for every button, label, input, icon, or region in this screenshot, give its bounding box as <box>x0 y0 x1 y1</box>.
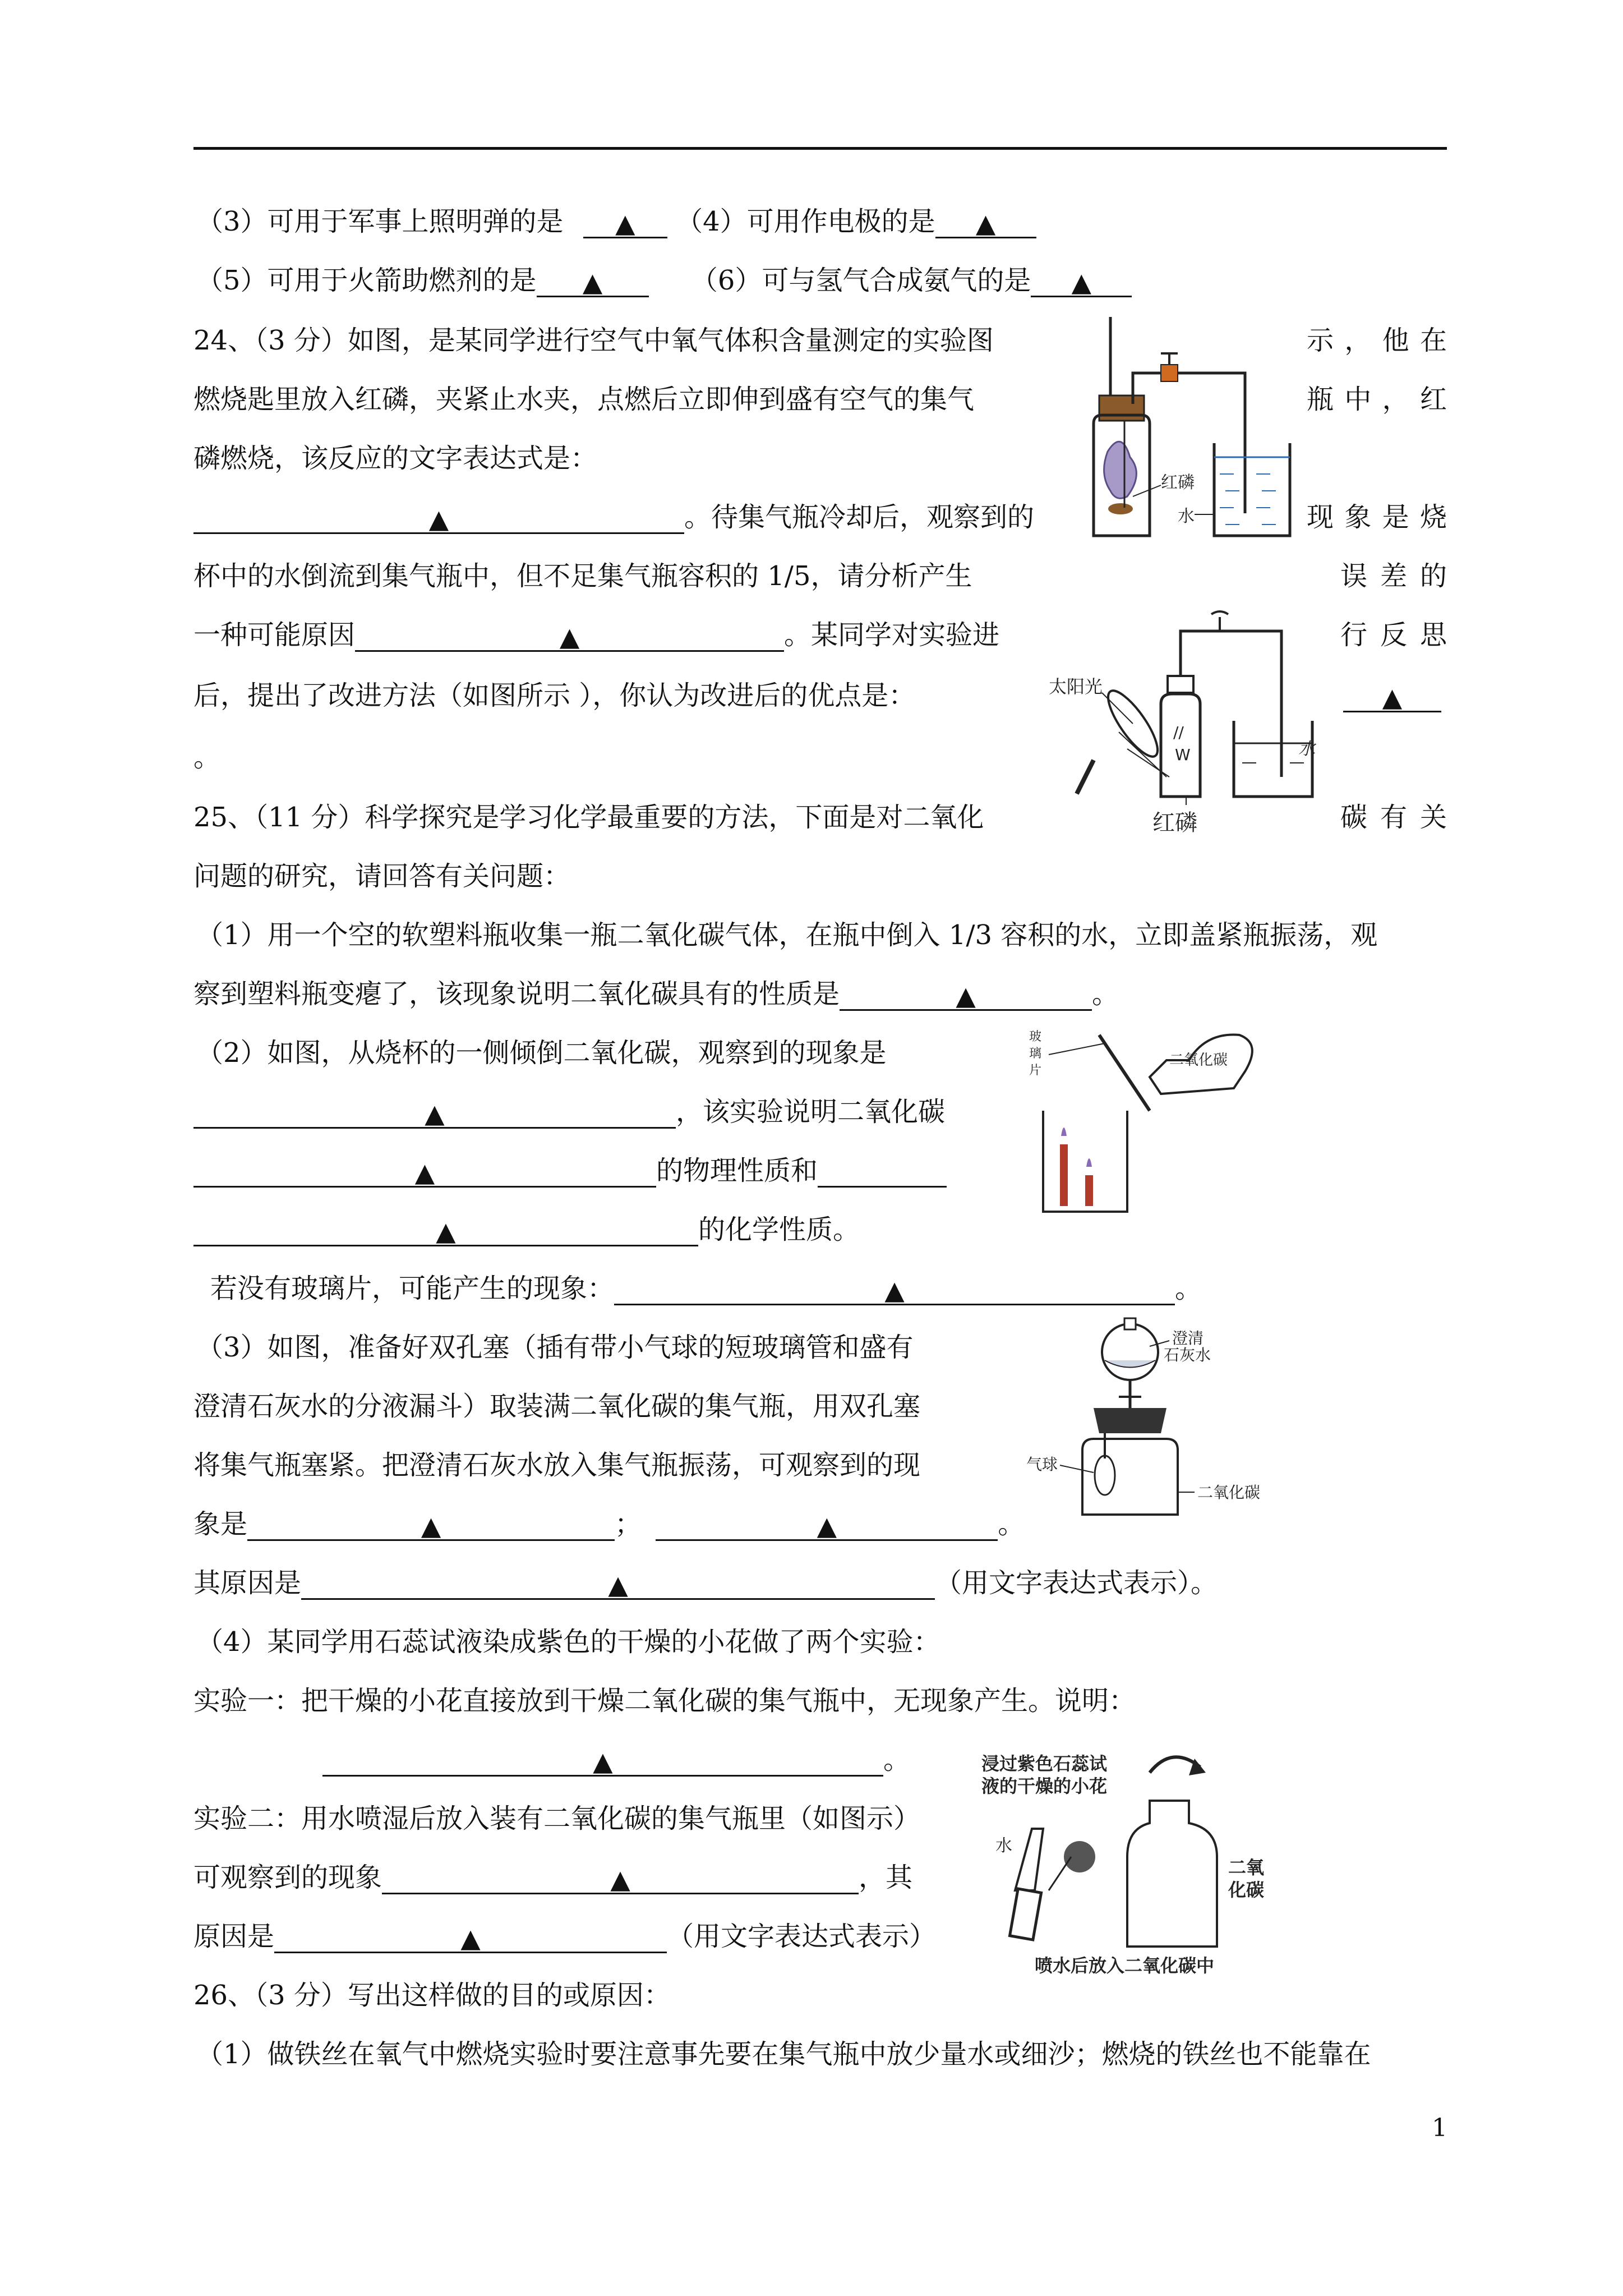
q24-line-1-right: 示，他在 <box>1307 325 1447 356</box>
label-water: 水 <box>1178 507 1195 526</box>
answer-blank[interactable]: ▲ <box>355 620 784 652</box>
q24-line-5: 杯中的水倒流到集气瓶中，但不足集气瓶容积的 1/5，请分析产生 <box>193 560 972 592</box>
q25-p2-text: ，该实验说明二氧化碳 <box>676 1096 946 1128</box>
answer-blank[interactable]: ▲ <box>656 1509 998 1541</box>
q23-line-2 <box>196 264 1132 297</box>
label-co2-3: 二氧 <box>1228 1857 1265 1878</box>
q25-p3-text: 象是 <box>193 1508 248 1540</box>
caption-top-2: 液的干燥的小花 <box>981 1775 1108 1797</box>
period: 。 <box>998 1508 1025 1540</box>
svg-text:W: W <box>1175 746 1191 764</box>
q25-p4-text: 可观察到的现象 <box>193 1862 382 1893</box>
q23-item-6: （6）可与氢气合成氨气的是 <box>690 265 1031 296</box>
answer-blank[interactable] <box>818 1156 947 1188</box>
q25-p2-line-2 <box>193 1095 945 1129</box>
answer-blank[interactable]: ▲ <box>301 1568 935 1600</box>
q24-line-2-right: 瓶中，红 <box>1307 384 1447 415</box>
caption-bottom: 喷水后放入二氧化碳中 <box>1035 1955 1215 1976</box>
label-water-3: 水 <box>995 1836 1012 1856</box>
period: 。 <box>883 1744 911 1775</box>
q25-p3-line-5 <box>193 1566 1218 1600</box>
q24-line-7-blank <box>1343 679 1441 712</box>
svg-text://: // <box>1173 723 1184 742</box>
answer-blank[interactable]: ▲ <box>193 1214 698 1246</box>
answer-blank[interactable]: ▲ <box>382 1862 859 1894</box>
q25-p2-line-5 <box>210 1272 1202 1305</box>
q23-item-5: （5）可用于火箭助燃剂的是 <box>196 265 537 296</box>
answer-blank[interactable]: ▲ <box>537 265 649 297</box>
q25-p3-line-3: 将集气瓶塞紧。把澄清石灰水放入集气瓶振荡，可观察到的现 <box>193 1450 921 1481</box>
q25-line-1-right: 碳有关 <box>1340 802 1447 833</box>
q24-apparatus-figure <box>1077 306 1301 553</box>
q25-p3-text-2: 其原因是 <box>193 1567 302 1599</box>
answer-blank[interactable]: ▲ <box>322 1745 883 1777</box>
q25-limewater-figure <box>1015 1313 1261 1526</box>
answer-blank[interactable]: ▲ <box>193 1097 676 1129</box>
q25-p4-line-6 <box>193 1920 936 1953</box>
q25-p4-text-4: （用文字表达式表示） <box>667 1921 937 1952</box>
q25-p2-line-3 <box>193 1154 947 1188</box>
label-limewater-1: 澄清 <box>1172 1329 1204 1347</box>
q24-line-7: 后，提出了改进方法（如图所示 ），你认为改进后的优点是： <box>193 680 916 711</box>
q25-p2-line-4 <box>193 1213 860 1246</box>
caption-top-1: 浸过紫色石蕊试 <box>981 1753 1108 1774</box>
q24-line-6-text: 一种可能原因 <box>193 619 356 651</box>
q25-p4-text-3: 原因是 <box>193 1921 275 1952</box>
q24-line-4-text: 。待集气瓶冷却后，观察到的 <box>684 501 1035 533</box>
q25-p2-line-1: （2）如图，从烧杯的一侧倾倒二氧化碳，观察到的现象是 <box>196 1037 887 1069</box>
label-glass-3: 片 <box>1029 1064 1042 1078</box>
answer-blank[interactable]: ▲ <box>935 206 1036 238</box>
q25-p3-line-2: 澄清石灰水的分液漏斗）取装满二氧化碳的集气瓶，用双孔塞 <box>193 1391 921 1422</box>
q25-flower-figure <box>981 1745 1273 1980</box>
answer-blank[interactable]: ▲ <box>1343 680 1441 712</box>
q23-item-4: （4）可用作电极的是 <box>676 206 935 237</box>
q24-line-4 <box>193 500 1034 534</box>
q24-line-6 <box>193 618 999 652</box>
answer-blank[interactable]: ▲ <box>840 979 1092 1011</box>
q24-line-4-right: 现象是烧 <box>1307 501 1447 533</box>
label-glass-1: 玻 <box>1029 1030 1042 1044</box>
q24-line-1: 24、（3 分）如图，是某同学进行空气中氧气体积含量测定的实验图 <box>193 325 994 356</box>
answer-blank[interactable]: ▲ <box>247 1509 615 1541</box>
label-water-2: 水 <box>1298 739 1315 759</box>
q24-line-6-text-2: 。某同学对实验进 <box>784 619 1000 651</box>
q25-pouring-figure <box>1021 1021 1256 1223</box>
label-co2: 二氧化碳 <box>1169 1052 1228 1069</box>
q25-p4-line-1: （4）某同学用石蕊试液染成紫色的干燥的小花做了两个实验： <box>196 1626 940 1658</box>
q25-p4-line-2: 实验一：把干燥的小花直接放到干燥二氧化碳的集气瓶中，无现象产生。说明： <box>193 1685 1136 1717</box>
q24-line-5-right: 误差的 <box>1340 560 1447 592</box>
label-glass-2: 璃 <box>1029 1047 1042 1061</box>
answer-blank[interactable]: ▲ <box>583 206 667 238</box>
label-sunlight: 太阳光 <box>1049 676 1103 697</box>
q26-line-1: 26、（3 分）写出这样做的目的或原因： <box>193 1980 671 2011</box>
q25-p3-line-4 <box>193 1507 1025 1541</box>
q25-p2-text-4: 若没有玻璃片，可能产生的现象： <box>210 1273 615 1304</box>
label-balloon: 气球 <box>1026 1455 1058 1474</box>
label-co2-2: 二氧化碳 <box>1197 1483 1261 1502</box>
answer-blank[interactable]: ▲ <box>1031 265 1132 297</box>
label-co2-4: 化碳 <box>1228 1879 1265 1901</box>
q24-line-2: 燃烧匙里放入红磷，夹紧止水夹，点燃后立即伸到盛有空气的集气 <box>193 384 975 415</box>
label-red-phosphorus-2: 红磷 <box>1152 810 1197 836</box>
q24-line-8: 。 <box>193 742 221 773</box>
q26-line-2: （1）做铁丝在氧气中燃烧实验时要注意事先要在集气瓶中放少量水或细沙；燃烧的铁丝也不能靠在 <box>196 2039 1371 2070</box>
answer-blank[interactable]: ▲ <box>193 1156 656 1188</box>
q25-line-1: 25、（11 分）科学探究是学习化学最重要的方法，下面是对二氧化 <box>193 802 984 833</box>
answer-blank[interactable]: ▲ <box>193 502 684 534</box>
q25-p4-line-4: 实验二：用水喷湿后放入装有二氧化碳的集气瓶里（如图示） <box>193 1803 921 1834</box>
q23-line-1 <box>196 205 1036 238</box>
q23-item-3: （3）可用于军事上照明弹的是 <box>196 206 564 237</box>
page-number: 1 <box>1432 2114 1447 2142</box>
q25-p4-line-3 <box>322 1743 910 1777</box>
q24-line-3: 磷燃烧，该反应的文字表达式是： <box>193 443 598 474</box>
q25-p1-text: 察到塑料瓶变瘪了，该现象说明二氧化碳具有的性质是 <box>193 978 840 1010</box>
q24-line-6-right: 行反思 <box>1340 619 1447 651</box>
answer-blank[interactable]: ▲ <box>274 1921 667 1953</box>
q25-p4-text-2: ，其 <box>859 1862 913 1893</box>
q25-line-2: 问题的研究，请回答有关问题： <box>193 861 571 892</box>
q25-p3-text-3: （用文字表达式表示）。 <box>935 1567 1218 1599</box>
semicolon: ； <box>615 1508 642 1540</box>
q24-improved-figure <box>1049 609 1324 844</box>
q25-p3-line-1: （3）如图，准备好双孔塞（插有带小气球的短玻璃管和盛有 <box>196 1332 914 1363</box>
header-rule <box>193 147 1447 150</box>
answer-blank[interactable]: ▲ <box>614 1273 1175 1305</box>
q25-p4-line-5 <box>193 1861 912 1894</box>
q25-p2-text-2: 的物理性质和 <box>656 1155 818 1186</box>
label-red-phosphorus: 红磷 <box>1161 473 1195 493</box>
q25-p1-line-2 <box>193 977 1119 1011</box>
label-limewater-2: 石灰水 <box>1164 1346 1211 1364</box>
q25-p2-text-3: 的化学性质。 <box>698 1214 860 1245</box>
period: 。 <box>1175 1273 1202 1304</box>
period: 。 <box>1092 978 1119 1010</box>
q25-p1-line-1: （1）用一个空的软塑料瓶收集一瓶二氧化碳气体，在瓶中倒入 1/3 容积的水，立即盖紧瓶振荡，观 <box>196 919 1378 951</box>
